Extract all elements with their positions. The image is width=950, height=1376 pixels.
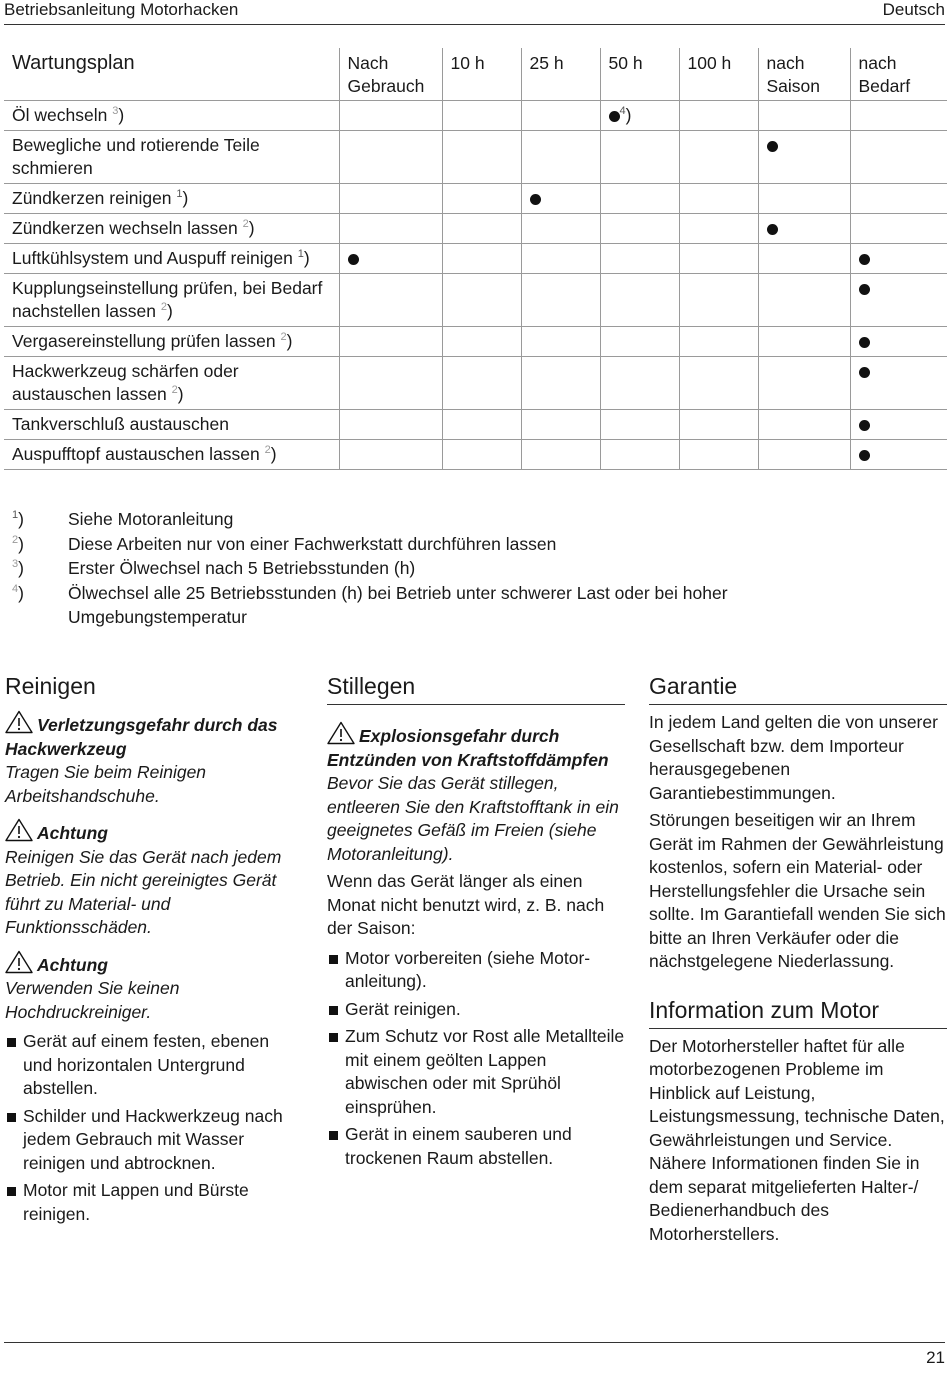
footnote-ref: 2 (242, 218, 249, 231)
schedule-cell (758, 274, 850, 327)
schedule-cell (758, 131, 850, 184)
bullet-mark (859, 337, 870, 348)
table-row (4, 214, 947, 244)
schedule-cell (679, 410, 758, 440)
schedule-cell (339, 244, 442, 274)
footnote-number: $^1$) (12, 509, 24, 529)
section-title: Stillegen (327, 672, 625, 705)
caution-body: Verwenden Sie keinen Hochdruckreiniger. (5, 978, 180, 1022)
schedule-cell (442, 244, 521, 274)
schedule-cell (850, 440, 947, 470)
list-item: Gerät reinigen. (327, 998, 625, 1022)
schedule-cell (679, 274, 758, 327)
schedule-cell (521, 410, 600, 440)
schedule-cell (850, 357, 947, 410)
table-row (4, 131, 947, 184)
schedule-cell (850, 410, 947, 440)
header-language: Deutsch (882, 0, 945, 19)
table-row (4, 357, 947, 410)
schedule-cell (339, 357, 442, 410)
footnote-index: 3 (12, 558, 19, 571)
bullet-list (5, 1030, 301, 1226)
paragraph: Der Motorhersteller haftet für alle motorbezogenen Probleme im Hinblick auf Leistung, Leistungsmessung, technische Daten, Gewährleistungen und Service. Nähere Informationen finden Sie in dem separat mitgelieferten Halter-/ Bedienerhandbuch des Motorherstellers. (649, 1035, 945, 1244)
footnote-ref: 2 (280, 331, 287, 344)
bullet-mark (859, 254, 870, 265)
page-number: 21 (926, 1348, 945, 1367)
column-header: nach Bedarf (850, 48, 947, 101)
warning-text: Verletzungsgefahr durch das Hackwerkzeug (5, 715, 278, 759)
schedule-cell (442, 357, 521, 410)
schedule-cell (339, 184, 442, 214)
schedule-cell (600, 440, 679, 470)
table-title: Wartungsplan (4, 48, 339, 101)
schedule-cell (442, 101, 521, 131)
column-header: 100 h (679, 48, 758, 101)
caution-text: Achtung (37, 954, 108, 975)
schedule-cell (442, 131, 521, 184)
task-label: Zündkerzen reinigen (12, 188, 172, 208)
table-row (4, 101, 947, 131)
page-header (4, 0, 945, 25)
task-label: Luftkühlsystem und Auspuff reinigen (12, 248, 293, 268)
footnote-number: $^3$) (12, 558, 24, 578)
schedule-cell (850, 101, 947, 131)
schedule-cell (600, 131, 679, 184)
schedule-cell (850, 214, 947, 244)
task-cell: Auspufftopf austauschen lassen $^2$) (4, 440, 339, 470)
schedule-cell (339, 440, 442, 470)
column-header: 25 h (521, 48, 600, 101)
schedule-cell (758, 410, 850, 440)
bullet-mark (348, 254, 359, 265)
task-label: Vergasereinstellung prüfen lassen (12, 331, 276, 351)
schedule-cell (339, 214, 442, 244)
schedule-cell (758, 214, 850, 244)
schedule-cell (521, 244, 600, 274)
schedule-cell (521, 327, 600, 357)
schedule-cell (442, 274, 521, 327)
schedule-cell (442, 410, 521, 440)
schedule-cell (600, 244, 679, 274)
schedule-cell (679, 101, 758, 131)
warning-icon (327, 726, 359, 746)
warning-text: Explosionsgefahr durch Entzünden von Kraftstoffdämpfen (327, 726, 609, 770)
schedule-cell (679, 327, 758, 357)
footnote (12, 507, 792, 532)
list-item: Gerät in einem sauberen und trockenen Raum abstellen. (327, 1123, 625, 1170)
caution-heading (5, 818, 301, 846)
warning-heading (5, 710, 301, 761)
task-label: Kupplungseinstellung prüfen, bei Bedarf nachstellen lassen (12, 278, 323, 321)
section-stillegen (327, 672, 625, 1174)
table-row (4, 410, 947, 440)
schedule-cell (850, 184, 947, 214)
table-row (4, 274, 947, 327)
paragraph: In jedem Land gelten die von unserer Gesellschaft bzw. dem Importeur herausgegebenen Garantiebestimmungen. (649, 712, 938, 803)
schedule-cell (758, 357, 850, 410)
schedule-cell (850, 327, 947, 357)
schedule-cell (679, 131, 758, 184)
schedule-cell (850, 274, 947, 327)
bullet-list (327, 947, 625, 1171)
column-header: 10 h (442, 48, 521, 101)
schedule-cell (442, 440, 521, 470)
footnote-ref: 2 (264, 444, 271, 457)
schedule-cell (758, 101, 850, 131)
schedule-cell (339, 410, 442, 440)
schedule-cell (600, 274, 679, 327)
schedule-cell (442, 327, 521, 357)
task-label: Tankverschluß austauschen (12, 414, 229, 434)
warning-icon (5, 715, 37, 735)
footnote-number: $^2$) (12, 533, 24, 554)
footnote-index: 2 (12, 533, 19, 546)
task-cell (4, 410, 339, 440)
footnote (12, 532, 792, 557)
schedule-cell (521, 131, 600, 184)
footnote-ref: 4 (619, 105, 626, 118)
footnote-ref: 1 (297, 248, 304, 261)
warning-body: Tragen Sie beim Reinigen Arbeitshandschuhe. (5, 762, 207, 806)
warning-body: Bevor Sie das Gerät stillegen, entleeren Sie den Kraftstofftank in ein geeignetes Gefäß im Freien (siehe Motoranleitung). (327, 773, 619, 864)
footnote-index: 4 (12, 582, 19, 595)
footnote-ref: 3 (112, 105, 119, 118)
schedule-cell (679, 440, 758, 470)
table-row (4, 440, 947, 470)
bullet-mark (859, 367, 870, 378)
section-reinigen (5, 672, 301, 1230)
footnotes (12, 507, 792, 630)
list-item: Motor vorbereiten (siehe Motor-anleitung). (327, 947, 625, 994)
bullet-mark (767, 224, 778, 235)
schedule-cell (521, 357, 600, 410)
caution-heading (5, 950, 301, 978)
table-row (4, 327, 947, 357)
column-header: nach Saison (758, 48, 850, 101)
schedule-cell (521, 440, 600, 470)
bullet-mark (530, 194, 541, 205)
paragraph: Wenn das Gerät länger als einen Monat nicht benutzt wird, z. B. nach der Saison: (327, 871, 605, 938)
task-label: Zündkerzen wechseln lassen (12, 218, 238, 238)
schedule-cell (521, 184, 600, 214)
footnote-ref: 2 (160, 301, 167, 314)
task-cell: Kupplungseinstellung prüfen, bei Bedarf nachstellen lassen $^2$) (4, 274, 339, 327)
column-header: Nach Gebrauch (339, 48, 442, 101)
table-row (4, 184, 947, 214)
schedule-cell (679, 214, 758, 244)
schedule-cell (442, 184, 521, 214)
footnote-text: Ölwechsel alle 25 Betriebsstunden (h) bei Betrieb unter schwerer Last oder bei hoher Umgebungstemperatur (68, 582, 728, 627)
list-item: Motor mit Lappen und Bürste reinigen. (5, 1179, 301, 1226)
footnote (12, 581, 792, 630)
footnote-text: Siehe Motoranleitung (68, 509, 234, 529)
maintenance-plan-table (4, 48, 947, 470)
footnote-ref: 2 (171, 384, 178, 397)
caution-body: Reinigen Sie das Gerät nach jedem Betrieb. Ein nicht gereinigtes Gerät führt zu Material- und Funktionsschäden. (5, 846, 282, 937)
section-garantie (649, 672, 947, 1250)
table-row (4, 244, 947, 274)
task-cell: Öl wechseln $^3$) (4, 101, 339, 131)
paragraph: Störungen beseitigen wir an Ihrem Gerät im Rahmen der Gewährleistung kostenlos, sofern ein Material- oder Herstellungsfehler die Ursache sein sollte. Im Garantiefall wenden Sie sich bitte an Ihren Verkäufer oder die nächstgelegene Niederlassung. (649, 810, 946, 971)
section-title: Reinigen (5, 673, 96, 699)
header-title: Betriebsanleitung Motorhacken (4, 0, 239, 19)
footnote-ref: 1 (176, 188, 183, 201)
column-header: 50 h (600, 48, 679, 101)
schedule-cell (339, 131, 442, 184)
footnote (12, 556, 792, 581)
list-item: Zum Schutz vor Rost alle Metallteile mit einem geölten Lappen abwischen oder mit Sprühöl einsprühen. (327, 1025, 625, 1119)
warning-heading (327, 721, 625, 772)
task-cell: Vergasereinstellung prüfen lassen $^2$) (4, 327, 339, 357)
schedule-cell (442, 214, 521, 244)
task-cell: Zündkerzen reinigen $^1$) (4, 184, 339, 214)
table-header-row (4, 48, 947, 101)
schedule-cell (758, 244, 850, 274)
schedule-cell (600, 410, 679, 440)
bullet-mark (859, 420, 870, 431)
schedule-cell (521, 101, 600, 131)
warning-icon (5, 823, 37, 843)
schedule-cell (850, 131, 947, 184)
task-label: Auspufftopf austauschen lassen (12, 444, 260, 464)
section-title: Garantie (649, 672, 947, 705)
schedule-cell (758, 184, 850, 214)
schedule-cell (600, 214, 679, 244)
schedule-cell (758, 440, 850, 470)
schedule-cell (679, 184, 758, 214)
schedule-cell (339, 274, 442, 327)
schedule-cell (600, 357, 679, 410)
task-cell (4, 131, 339, 184)
schedule-cell (339, 327, 442, 357)
bullet-mark (859, 450, 870, 461)
bullet-mark (609, 111, 620, 122)
warning-icon (5, 955, 37, 975)
schedule-cell (850, 244, 947, 274)
task-cell: Zündkerzen wechseln lassen $^2$) (4, 214, 339, 244)
list-item: Schilder und Hackwerkzeug nach jedem Gebrauch mit Wasser reinigen und abtrocknen. (5, 1105, 301, 1176)
schedule-cell (339, 101, 442, 131)
page-footer (4, 1342, 945, 1367)
footnote-number: $^4$) (12, 582, 24, 603)
schedule-cell (521, 274, 600, 327)
schedule-cell (758, 327, 850, 357)
task-label: Bewegliche und rotierende Teile schmieren (12, 135, 260, 178)
list-item: Gerät auf einem festen, ebenen und horizontalen Untergrund abstellen. (5, 1030, 301, 1101)
bullet-mark (767, 141, 778, 152)
schedule-cell (679, 357, 758, 410)
task-cell: Luftkühlsystem und Auspuff reinigen $^1$) (4, 244, 339, 274)
footnote-index: 1 (12, 509, 19, 522)
task-label: Hackwerkzeug schärfen oder austauschen lassen (12, 361, 239, 404)
schedule-cell: $^4$) (600, 101, 679, 131)
schedule-cell (600, 327, 679, 357)
task-cell: Hackwerkzeug schärfen oder austauschen lassen $^2$) (4, 357, 339, 410)
caution-text: Achtung (37, 823, 108, 843)
footnote-text: Diese Arbeiten nur von einer Fachwerkstatt durchführen lassen (68, 533, 557, 554)
footnote-text: Erster Ölwechsel nach 5 Betriebsstunden (h) (68, 558, 416, 578)
schedule-cell (521, 214, 600, 244)
schedule-cell (600, 184, 679, 214)
section-title-motor: Information zum Motor (649, 996, 947, 1029)
task-label: Öl wechseln (12, 105, 108, 125)
bullet-mark (859, 284, 870, 295)
schedule-cell (679, 244, 758, 274)
